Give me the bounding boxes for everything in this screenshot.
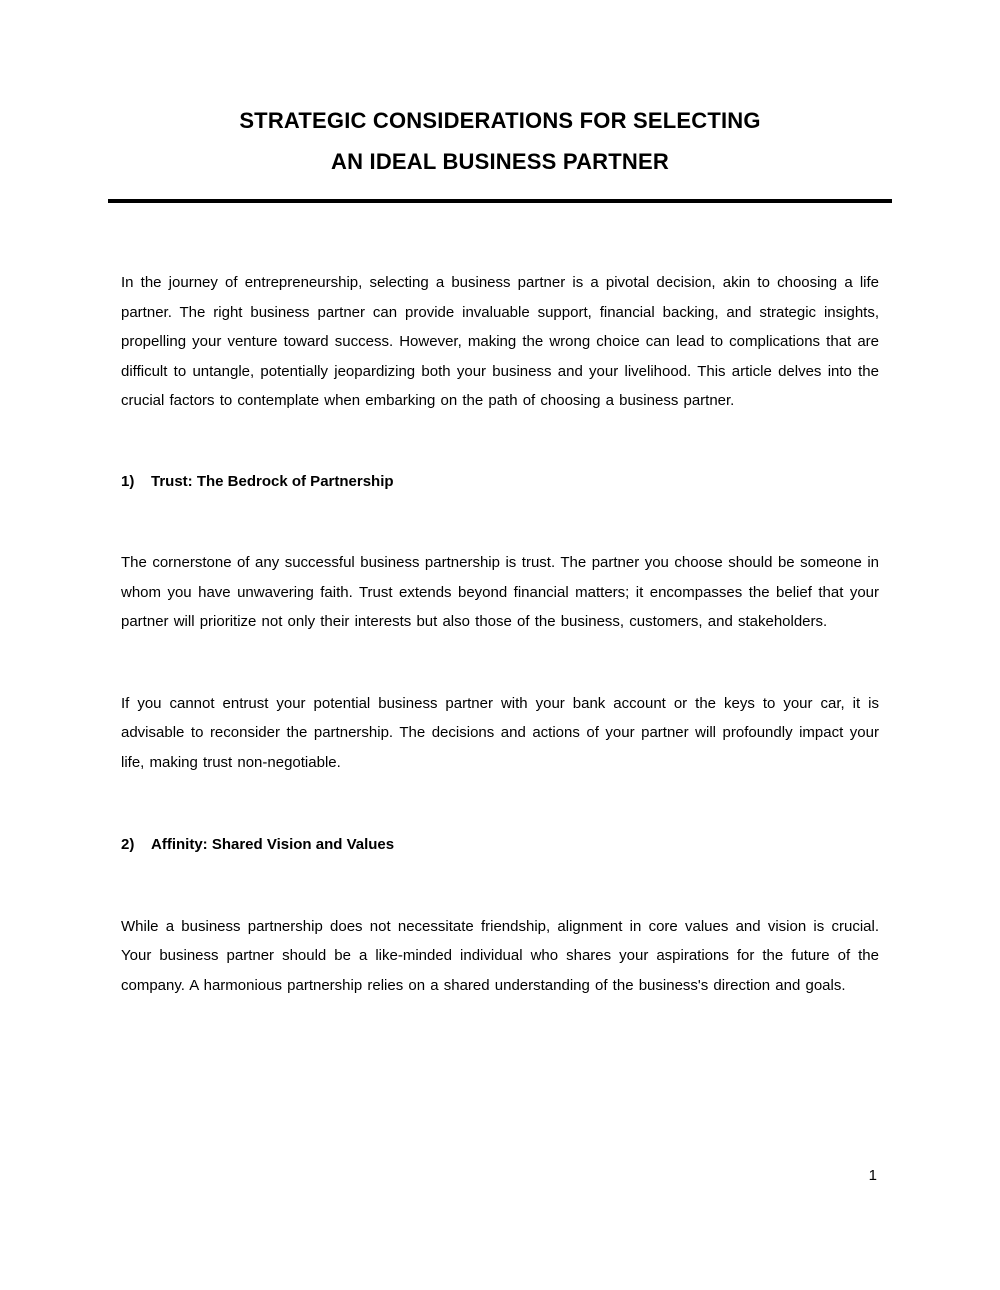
section-number: 1) — [121, 472, 135, 490]
paragraph: The cornerstone of any successful business partnership is trust. The partner you choose should be someone in whom you have unwavering faith. Trust extends beyond financial matters; it encompasses the belief that your partner will prioritize not only their interests but also those of the business, customers, and stakeholders. — [121, 554, 879, 630]
section-heading-2 — [121, 830, 879, 860]
document-title-line-1: STRATEGIC CONSIDERATIONS FOR SELECTING — [239, 108, 761, 133]
document-body — [121, 268, 879, 1000]
intro-paragraph: In the journey of entrepreneurship, selecting a business partner is a pivotal decision, akin to choosing a life partner. The right business partner can provide invaluable support, financial backing, and strategic insights, propelling your venture toward success. However, making the wrong choice can lead to complications that are difficult to untangle, potentially jeopardizing both your business and your livelihood. This article delves into the crucial factors to contemplate when embarking on the path of choosing a business partner. — [121, 274, 879, 409]
document-title — [0, 0, 1000, 182]
paragraph: While a business partnership does not necessitate friendship, alignment in core values and vision is crucial. Your business partner should be a like-minded individual who shares your aspirations for the future of the company. A harmonious partnership relies on a shared understanding of the business's direction and goals. — [121, 917, 879, 994]
section-heading-text: Affinity: Shared Vision and Values — [151, 836, 395, 853]
section-heading-text: Trust: The Bedrock of Partnership — [151, 472, 394, 490]
page-number: 1 — [868, 1167, 877, 1184]
section-heading-1 — [121, 467, 879, 497]
title-divider-rule — [108, 199, 892, 203]
document-title-line-2: AN IDEAL BUSINESS PARTNER — [331, 149, 669, 174]
section-number: 2) — [121, 836, 135, 853]
paragraph: If you cannot entrust your potential business partner with your bank account or the keys to your car, it is advisable to reconsider the partnership. The decisions and actions of your partner will profoundly impact your life, making trust non-negotiable. — [121, 694, 879, 771]
